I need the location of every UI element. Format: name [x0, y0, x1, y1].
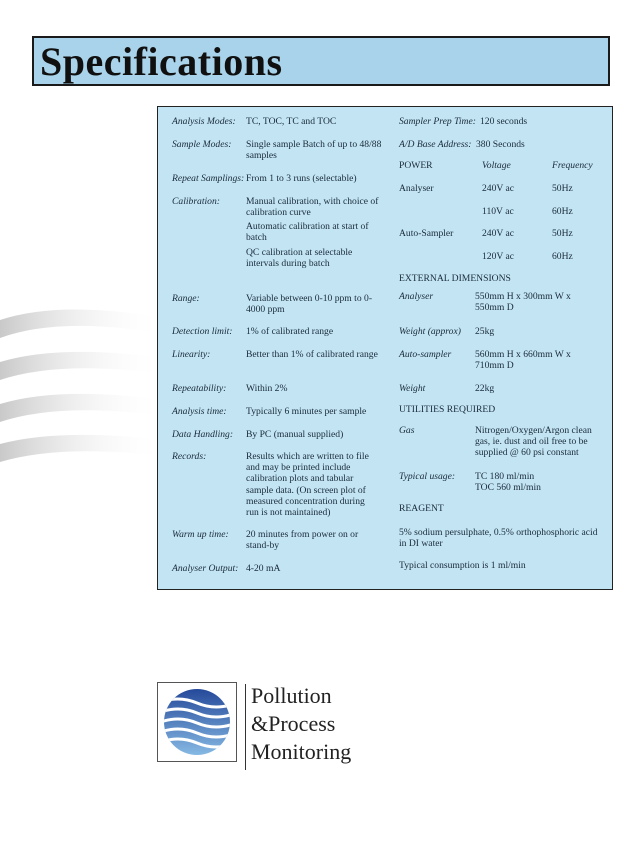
spec-label: Linearity: [172, 349, 211, 360]
dimension-label: Analyser [399, 291, 434, 302]
spec-label: Sample Modes: [172, 139, 232, 150]
logo-text [251, 682, 351, 766]
spec-value-extra: Automatic calibration at start of batch [246, 221, 369, 244]
spec-box [157, 106, 613, 590]
spec-value: Variable between 0-10 ppm to 0-4000 ppm [246, 293, 373, 316]
power-heading: POWER [399, 160, 433, 171]
dimension-value: 22kg [475, 383, 495, 394]
power-voltage-header: Voltage [482, 160, 511, 171]
power-row-voltage: 240V ac [482, 228, 515, 239]
logo-line: &Process [251, 711, 336, 736]
logo-line: Pollution [251, 683, 332, 708]
spec-value: Results which are written to file and may be printed include calibration plots and tabular sample data. (On screen plot of measured concentration during run is not maintained) [246, 451, 369, 519]
power-row-name: Auto-Sampler [399, 228, 454, 239]
spec-label: Data Handling: [172, 429, 234, 440]
usage-tc: TC 180 ml/min [475, 471, 535, 482]
spec-label: Analysis Modes: [172, 116, 236, 127]
logo-divider [245, 684, 246, 770]
logo-line: Monitoring [251, 739, 352, 764]
usage-toc: TOC 560 ml/min [475, 482, 541, 493]
spec-label: Range: [172, 293, 200, 304]
dimension-value: 550mm H x 300mm W x 550mm D [475, 291, 571, 314]
dimension-value: 25kg [475, 326, 495, 337]
spec-value: 20 minutes from power on or stand-by [246, 529, 359, 552]
power-frequency-header: Frequency [552, 160, 593, 171]
decorative-waves [0, 300, 170, 480]
spec-value: Single sample Batch of up to 48/88 samples [246, 139, 382, 162]
power-row-voltage: 240V ac [482, 183, 515, 194]
dimensions-heading: EXTERNAL DIMENSIONS [399, 273, 511, 284]
power-row-name: Analyser [399, 183, 434, 194]
spec-label: Analysis time: [172, 406, 227, 417]
logo-mark [157, 682, 237, 762]
dimension-label: Auto-sampler [399, 349, 452, 360]
spec-value: By PC (manual supplied) [246, 429, 344, 440]
spec-label: Warm up time: [172, 529, 229, 540]
spec-value: 1% of calibrated range [246, 326, 334, 337]
prep-time-value: 120 seconds [480, 116, 528, 127]
gas-label: Gas [399, 425, 415, 436]
spec-value: Typically 6 minutes per sample [246, 406, 367, 417]
spec-label: Analyser Output: [172, 563, 239, 574]
power-row-frequency: 60Hz [552, 206, 573, 217]
prep-time-label: Sampler Prep Time: [399, 116, 476, 127]
power-row-voltage: 110V ac [482, 206, 514, 217]
reagent-value: 5% sodium persulphate, 0.5% orthophosphoric acid in DI water [399, 527, 598, 550]
spec-label: Repeat Samplings: [172, 173, 245, 184]
gas-value: Nitrogen/Oxygen/Argon clean gas, ie. dust and oil free to be supplied @ 60 psi constant [475, 425, 592, 459]
reagent-consumption: Typical consumption is 1 ml/min [399, 560, 526, 571]
power-row-frequency: 60Hz [552, 251, 573, 262]
water-waves-icon [158, 683, 236, 761]
spec-label: Records: [172, 451, 207, 462]
company-logo [157, 682, 367, 774]
usage-label: Typical usage: [399, 471, 456, 482]
spec-label: Detection limit: [172, 326, 233, 337]
dimension-label: Weight [399, 383, 426, 394]
page-title: Specifications [40, 39, 283, 84]
reagent-heading: REAGENT [399, 503, 444, 514]
ad-address-label: A/D Base Address: [399, 139, 472, 150]
spec-value: From 1 to 3 runs (selectable) [246, 173, 357, 184]
power-row-frequency: 50Hz [552, 228, 573, 239]
dimension-value: 560mm H x 660mm W x 710mm D [475, 349, 571, 372]
utilities-heading: UTILITIES REQUIRED [399, 404, 496, 415]
spec-value: Within 2% [246, 383, 288, 394]
spec-value: 4-20 mA [246, 563, 281, 574]
spec-value: TC, TOC, TC and TOC [246, 116, 337, 127]
spec-label: Repeatability: [172, 383, 227, 394]
ad-address-value: 380 Seconds [476, 139, 525, 150]
power-row-voltage: 120V ac [482, 251, 515, 262]
title-bar [32, 36, 610, 86]
spec-label: Calibration: [172, 196, 220, 207]
spec-value: Manual calibration, with choice of calibration curve [246, 196, 379, 219]
power-row-frequency: 50Hz [552, 183, 573, 194]
spec-value: Better than 1% of calibrated range [246, 349, 378, 360]
spec-value-extra: QC calibration at selectable intervals during batch [246, 247, 353, 270]
dimension-label: Weight (approx) [399, 326, 461, 337]
